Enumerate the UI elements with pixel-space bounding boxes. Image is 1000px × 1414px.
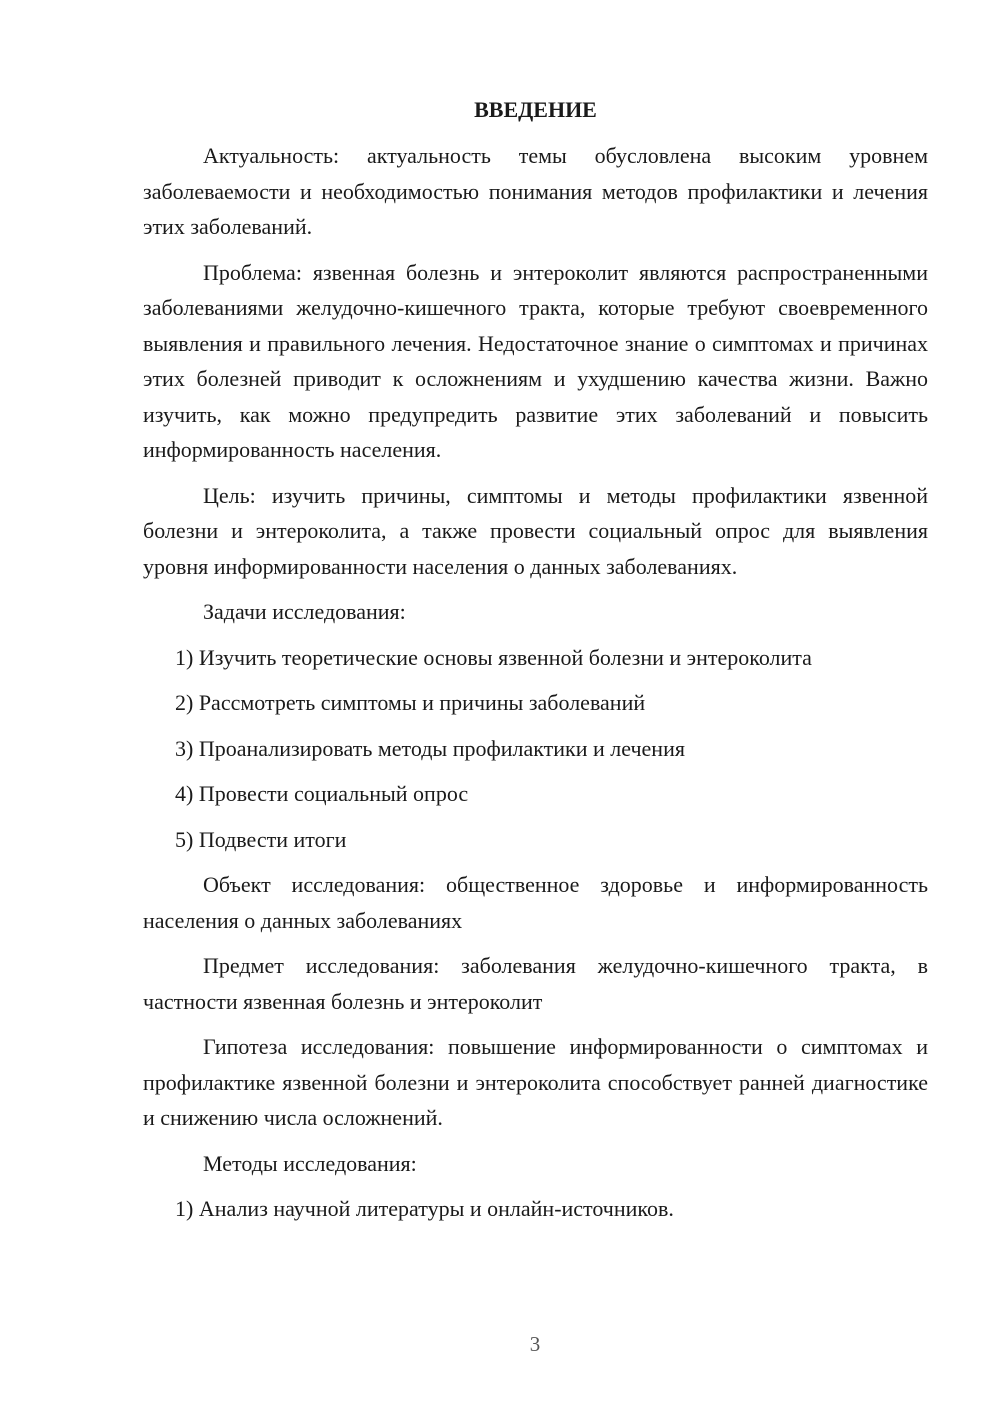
page-title: ВВЕДЕНИЕ (474, 97, 597, 122)
goal-paragraph: Цель: изучить причины, симптомы и методы профилактики язвенной болезни и энтероколита, а также провести социальный опрос для выявления уровня информированности населения о данных заболеваниях. (143, 482, 928, 579)
tasks-heading: Задачи исследования: (203, 599, 406, 624)
hypothesis-paragraph: Гипотеза исследования: повышение информированности о симптомах и профилактике язвенной болезни и энтероколита способствует ранней диагностике и снижению числа осложнений. (143, 1034, 928, 1130)
list-item: 5) Подвести итоги (175, 826, 347, 852)
list-item: 1) Изучить теоретические основы язвенной болезни и энтероколита (175, 644, 812, 670)
relevance-paragraph: Актуальность: актуальность темы обусловлена высоким уровнем заболеваемости и необходимостью понимания методов профилактики и лечения этих заболеваний. (143, 143, 928, 239)
object-paragraph: Объект исследования: общественное здоровье и информированность населения о данных заболеваниях (143, 872, 928, 933)
methods-list (143, 1191, 928, 1227)
list-item: 4) Провести социальный опрос (175, 781, 469, 806)
page-number: 3 (529, 1332, 541, 1356)
list-item: 3) Проанализировать методы профилактики и лечения (175, 735, 685, 761)
problem-paragraph: Проблема: язвенная болезнь и энтероколит являются распространенными заболеваниями желудочно-кишечного тракта, которые требуют своевременного выявления и правильного лечения. Недостаточное знание о симптомах и причинах этих болезней приводит к осложнениям и ухудшению качества жизни. Важно изучить, как можно предупредить развитие этих заболеваний и повысить информированность населения. (143, 259, 928, 462)
tasks-list (143, 640, 928, 858)
list-item: 2) Рассмотреть симптомы и причины заболеваний (175, 690, 646, 715)
methods-heading: Методы исследования: (203, 1150, 417, 1176)
list-item: 1) Анализ научной литературы и онлайн-источников. (175, 1196, 674, 1221)
subject-paragraph: Предмет исследования: заболевания желудочно-кишечного тракта, в частности язвенная болезнь и энтероколит (143, 953, 928, 1014)
document-page (143, 92, 928, 1237)
